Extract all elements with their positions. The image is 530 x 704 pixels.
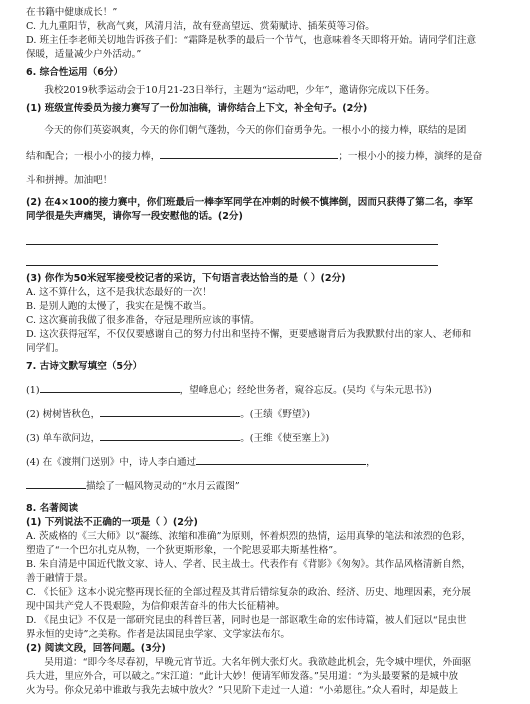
text-line: 在书籍中健康成长！” <box>26 7 118 18</box>
poem-item-4-text-end: 描绘了一幅风物灵动的“水月云霞图” <box>86 481 240 492</box>
answer-blank[interactable] <box>40 382 180 393</box>
option-d[interactable]: D. 这次获得冠军，不仅仅要感谢自己的努力付出和坚持不懈，更要感谢背后为我默默付出的家人、老师和 <box>26 329 472 340</box>
q6-sub1-text-b2: ；一根小小的接力棒，演绎的是奋 <box>338 151 483 162</box>
option-c-cont: 现中国共产党人不畏艰险，为信仰艰苦奋斗的伟大长征精神。 <box>26 601 286 612</box>
poem-item-4-cont <box>26 478 504 494</box>
answer-line[interactable] <box>26 255 438 266</box>
poem-item-1-number: (1) <box>26 385 40 396</box>
q6-intro: 我校2019秋季运动会于10月21-23日举行，主题为“运动吧，少年”，邀请你完成以下任务。 <box>44 85 435 96</box>
option-d[interactable]: D. 《昆虫记》不仅是一部研究昆虫的科普巨著，同时也是一部讴歌生命的宏伟诗篇，被人们冠以“昆虫世 <box>26 615 467 626</box>
option-a[interactable]: A. 茨威格的《三大师》以“凝练、浓缩和准确”为原则，怀着炽烈的热情，运用真挚的笔法和浓烈的色彩， <box>26 531 471 542</box>
option-a[interactable]: A. 这不算什么，这不是我状态最好的一次！ <box>26 287 212 298</box>
poem-item-4-text: (4) 在《渡荆门送别》中，诗人李白通过 <box>26 457 197 468</box>
q8-sub2-title: (2) 阅读文段，回答问题。(3分) <box>26 643 166 654</box>
answer-line[interactable] <box>26 234 438 245</box>
passage-line: 兵大进，里应外合，可以破之。”宋江道：“此计大妙！便请军师发落。”吴用道：“为头最要紧的是城中放 <box>26 671 459 682</box>
option-d-cont: 同学们。 <box>26 343 65 354</box>
q6-sub3-title: (3) 你作为50米冠军接受校记者的采访，下句语言表达恰当的是（ ）(2分) <box>26 273 346 284</box>
passage-line: 火为号。你众兄弟中谁敢与我先去城中放火？”只见阶下走过一人道：“小弟愿往。”众人看时，却是鼓上 <box>26 685 459 696</box>
section-title-q6: 6. 综合性运用（6分） <box>26 67 124 78</box>
q6-sub1-text-b1: 结和配合；一根小小的接力棒， <box>26 151 161 162</box>
answer-blank[interactable] <box>160 148 338 159</box>
poem-item-4-comma: ， <box>366 457 376 468</box>
option-c[interactable]: C. 《长征》这本小说完整再现长征的全部过程及其背后错综复杂的政治、经济、历史、地理因素，充分展 <box>26 587 471 598</box>
option-c[interactable]: C. 这次赛前我做了很多准备，夺冠是理所应该的事情。 <box>26 315 260 326</box>
answer-blank[interactable] <box>196 454 366 465</box>
q6-sub1-title: (1) 班级宣传委员为接力赛写了一份加油稿，请你结合上下文，补全句子。(2分) <box>26 103 368 114</box>
text-line: 保暖，适量减少户外活动。” <box>26 49 142 60</box>
poem-item-1 <box>26 382 504 398</box>
answer-blank[interactable] <box>100 406 240 417</box>
poem-item-4 <box>26 454 504 470</box>
answer-blank[interactable] <box>26 478 86 489</box>
q6-sub1-text-c: 斗和拼搏。加油吧！ <box>26 175 113 186</box>
poem-item-1-text: ，望峰息心；经纶世务者，窥谷忘反。(吴均《与朱元思书》) <box>179 385 432 396</box>
text-line: C. 九九重阳节，秋高气爽，风清月洁，故有登高望远、赏菊赋诗、插茱萸等习俗。 <box>26 21 375 32</box>
q6-sub2-title: (2) 在4×100的接力赛中，你们班最后一棒李军同学在冲刺的时候不慎摔倒，因而只获得了第二名，李军 <box>26 197 473 208</box>
q6-sub1-text: 今天的你们英姿飒爽，今天的你们朝气蓬勃，今天的你们奋勇争先。一根小小的接力棒，联结的是团 <box>44 125 467 136</box>
option-b[interactable]: B. 是别人跑的太慢了，我实在是愧不敢当。 <box>26 301 212 312</box>
section-title-q7: 7. 古诗文默写填空（5分） <box>26 361 143 372</box>
poem-item-2-text: (2) 树树皆秋色， <box>26 409 101 420</box>
q6-sub1-text-fill <box>26 148 504 164</box>
q8-sub1-title: (1) 下列说法不正确的一项是（ ）(2分) <box>26 517 198 528</box>
poem-item-3-source: 。(王维《使至塞上》) <box>240 433 330 444</box>
q6-sub2-title-cont: 同学很是失声痛哭，请你写一段安慰他的话。(2分) <box>26 211 243 222</box>
option-b[interactable]: B. 朱自清是中国近代散文家、诗人、学者、民主战士。代表作有《背影》《匆匆》。其作品风格清新自然， <box>26 559 471 570</box>
answer-blank[interactable] <box>100 430 240 441</box>
passage-line: 吴用道：“即今冬尽春初，早晚元宵节近。大名年例大张灯火。我欲趁此机会，先令城中埋伏，外面驱 <box>44 657 472 668</box>
section-title-q8: 8. 名著阅读 <box>26 503 79 514</box>
poem-item-2-source: 。(王绩《野望》) <box>240 409 311 420</box>
option-a-cont: 塑造了“一个巴尔扎克从物，一个狄更斯形象，一个陀思妥耶夫斯基性格”。 <box>26 545 343 556</box>
text-line: D. 班主任李老师关切地告诉孩子们：“霜降是秋季的最后一个节气，也意味着冬天即将开始。请同学们注意 <box>26 35 477 46</box>
poem-item-3 <box>26 430 504 446</box>
poem-item-3-text: (3) 单车欲问边， <box>26 433 101 444</box>
option-d-cont: 界永恒的史诗”之美称。作者是法国昆虫学家、文学家法布尔。 <box>26 629 290 640</box>
option-b-cont: 善于融情于景。 <box>26 573 94 584</box>
poem-item-2 <box>26 406 504 422</box>
